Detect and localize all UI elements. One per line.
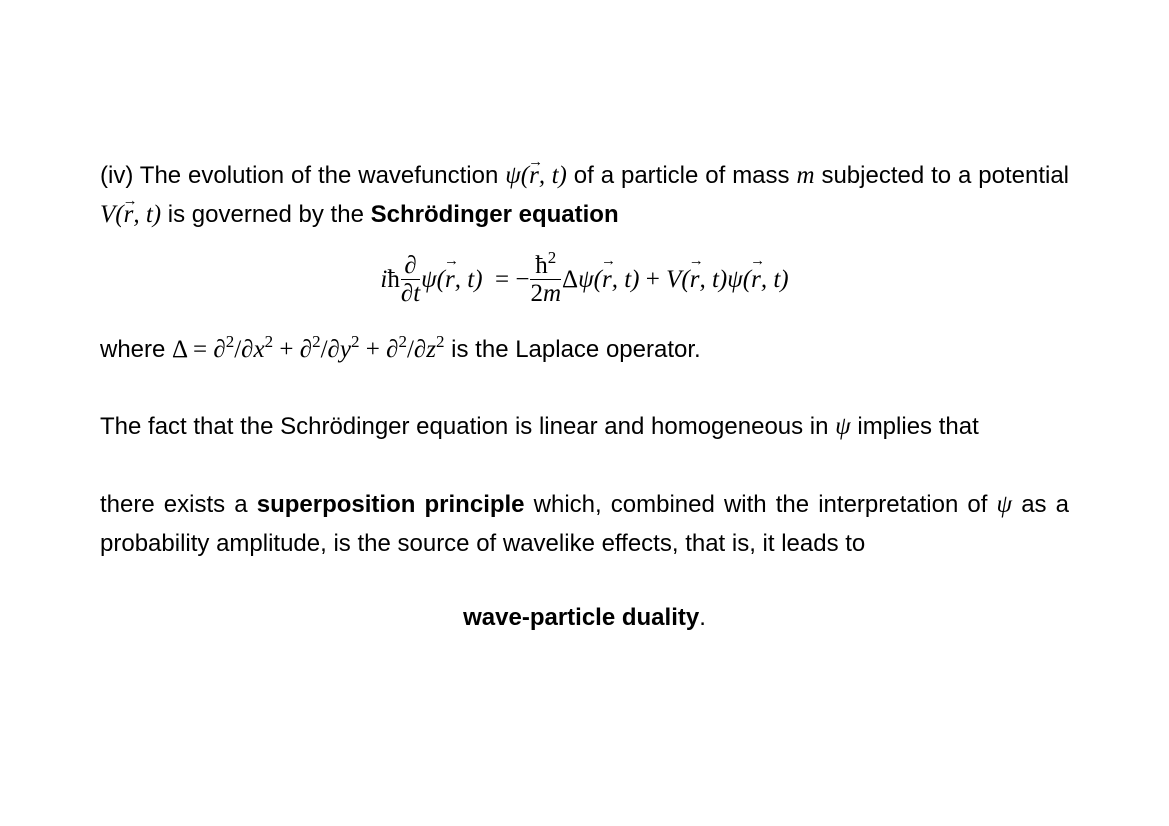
equation-lhs-prefix: iħ (380, 265, 400, 293)
hbar-over-2m-fraction: $\frac{ħ^2}{2m}$ (530, 248, 562, 307)
paragraph-laplace (100, 330, 1069, 369)
laplace-prefix: where (100, 336, 166, 363)
linearity-text: The fact that the Schrödinger equation is linear and homogeneous in (100, 413, 829, 440)
conclusion-line (0, 604, 1169, 632)
psi-symbol-amplitude: ψ (996, 491, 1013, 518)
schrodinger-equation-term: Schrödinger equation (370, 201, 619, 228)
mass-symbol: m (796, 162, 815, 189)
equation-rhs: Δψ(→ r, t) + V(→ r, t)ψ(→ r, t) (562, 266, 789, 294)
potential-symbol: V(→ r, t) (100, 201, 161, 228)
equation-lhs-psi: ψ(→ r, t) (421, 266, 482, 294)
wave-particle-duality-term: wave-particle duality (463, 604, 700, 631)
intro-text-mass: of a particle of mass (573, 162, 790, 189)
intro-text-potential: subjected to a potential (821, 162, 1070, 189)
psi-symbol: ψ (835, 413, 851, 440)
superposition-suffix: as a probability amplitude, is the source of wavelike effects, that is, it leads to (100, 491, 1069, 557)
intro-text: (iv) The evolution of the wavefunction (100, 162, 499, 189)
laplace-formula: $\Delta = \partial^2/\partial x^2 + \partial^2/\partial y^2 + \partial^2/\partial z^2$ (172, 332, 445, 363)
paragraph-linearity (100, 407, 1069, 446)
intro-text-governed: is governed by the (167, 201, 364, 228)
paragraph-superposition (100, 485, 1069, 563)
schrodinger-equation (100, 248, 1069, 307)
superposition-prefix: there exists a (100, 491, 248, 518)
conclusion-period: . (699, 604, 706, 631)
equation-equals: = − (488, 265, 530, 293)
superposition-mid: which, combined with the interpretation of (533, 491, 988, 518)
partial-time-fraction: $\frac{\partial}{\partial t}$ (400, 252, 421, 307)
superposition-principle-term: superposition principle (256, 491, 525, 518)
laplace-suffix: is the Laplace operator. (451, 336, 701, 363)
linearity-suffix: implies that (857, 413, 979, 440)
paragraph-wavefunction-intro (100, 156, 1069, 234)
wavefunction-symbol: ψ(→ r, t) (505, 162, 567, 189)
